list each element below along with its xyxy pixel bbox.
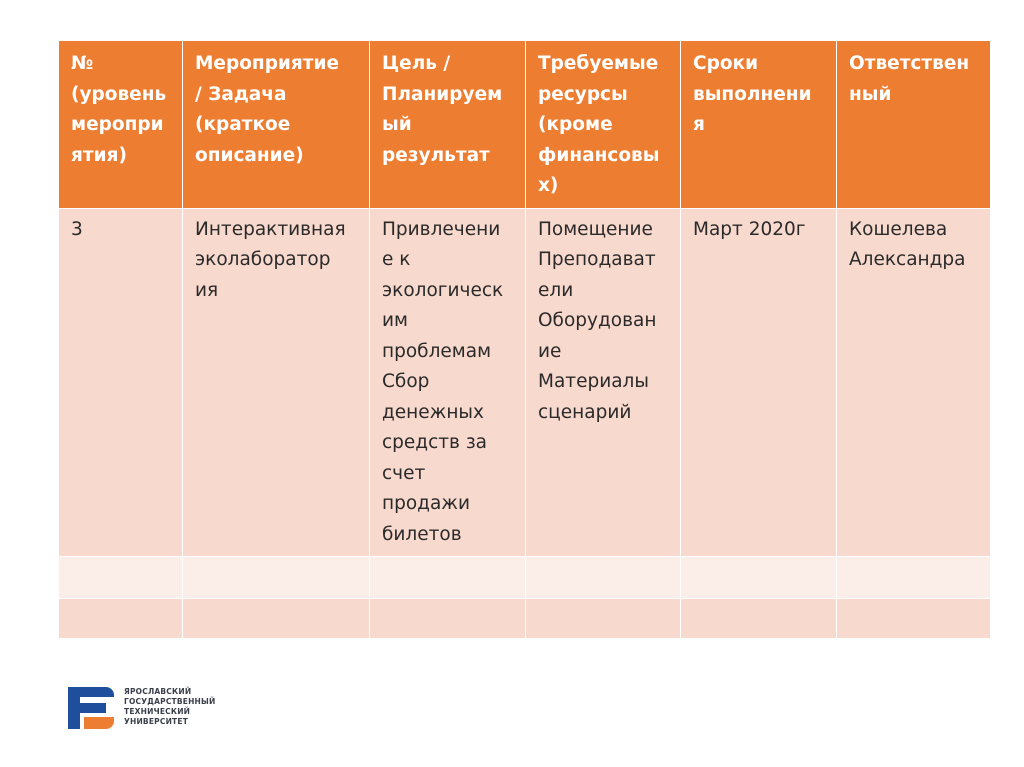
empty-cell (183, 557, 370, 599)
table-row (59, 208, 991, 557)
cell-number: 3 (59, 208, 183, 557)
cell-goal: Привлечени е к экологическ им проблемам Сбор денежных средств за счет продажи билетов (370, 208, 526, 557)
empty-cell (837, 599, 991, 639)
empty-cell (370, 599, 526, 639)
header-event: Мероприятие / Задача (краткое описание) (183, 41, 370, 209)
empty-cell (526, 557, 681, 599)
cell-deadline: Март 2020г (681, 208, 837, 557)
cell-event: Интерактивная эколаборатор ия (183, 208, 370, 557)
header-goal: Цель / Планируем ый результат (370, 41, 526, 209)
empty-cell (59, 599, 183, 639)
university-logo (66, 682, 215, 732)
empty-cell (370, 557, 526, 599)
empty-cell (526, 599, 681, 639)
empty-cell (183, 599, 370, 639)
header-number: № (уровень меропри ятия) (59, 41, 183, 209)
empty-cell (681, 557, 837, 599)
cell-resources: Помещение Преподават ели Оборудован ие Материалы сценарий (526, 208, 681, 557)
cell-responsible: Кошелева Александра (837, 208, 991, 557)
event-plan-table (58, 40, 991, 639)
table-row-empty (59, 557, 991, 599)
table-row-empty (59, 599, 991, 639)
header-deadline: Сроки выполнени я (681, 41, 837, 209)
logo-text: ЯРОСЛАВСКИЙ ГОСУДАРСТВЕННЫЙ ТЕХНИЧЕСКИЙ УНИВЕРСИТЕТ (124, 687, 216, 726)
header-responsible: Ответствен ный (837, 41, 991, 209)
ystu-logo-icon (66, 683, 116, 731)
table-header-row (59, 41, 991, 209)
empty-cell (681, 599, 837, 639)
empty-cell (59, 557, 183, 599)
empty-cell (837, 557, 991, 599)
header-resources: Требуемые ресурсы (кроме финансовы х) (526, 41, 681, 209)
